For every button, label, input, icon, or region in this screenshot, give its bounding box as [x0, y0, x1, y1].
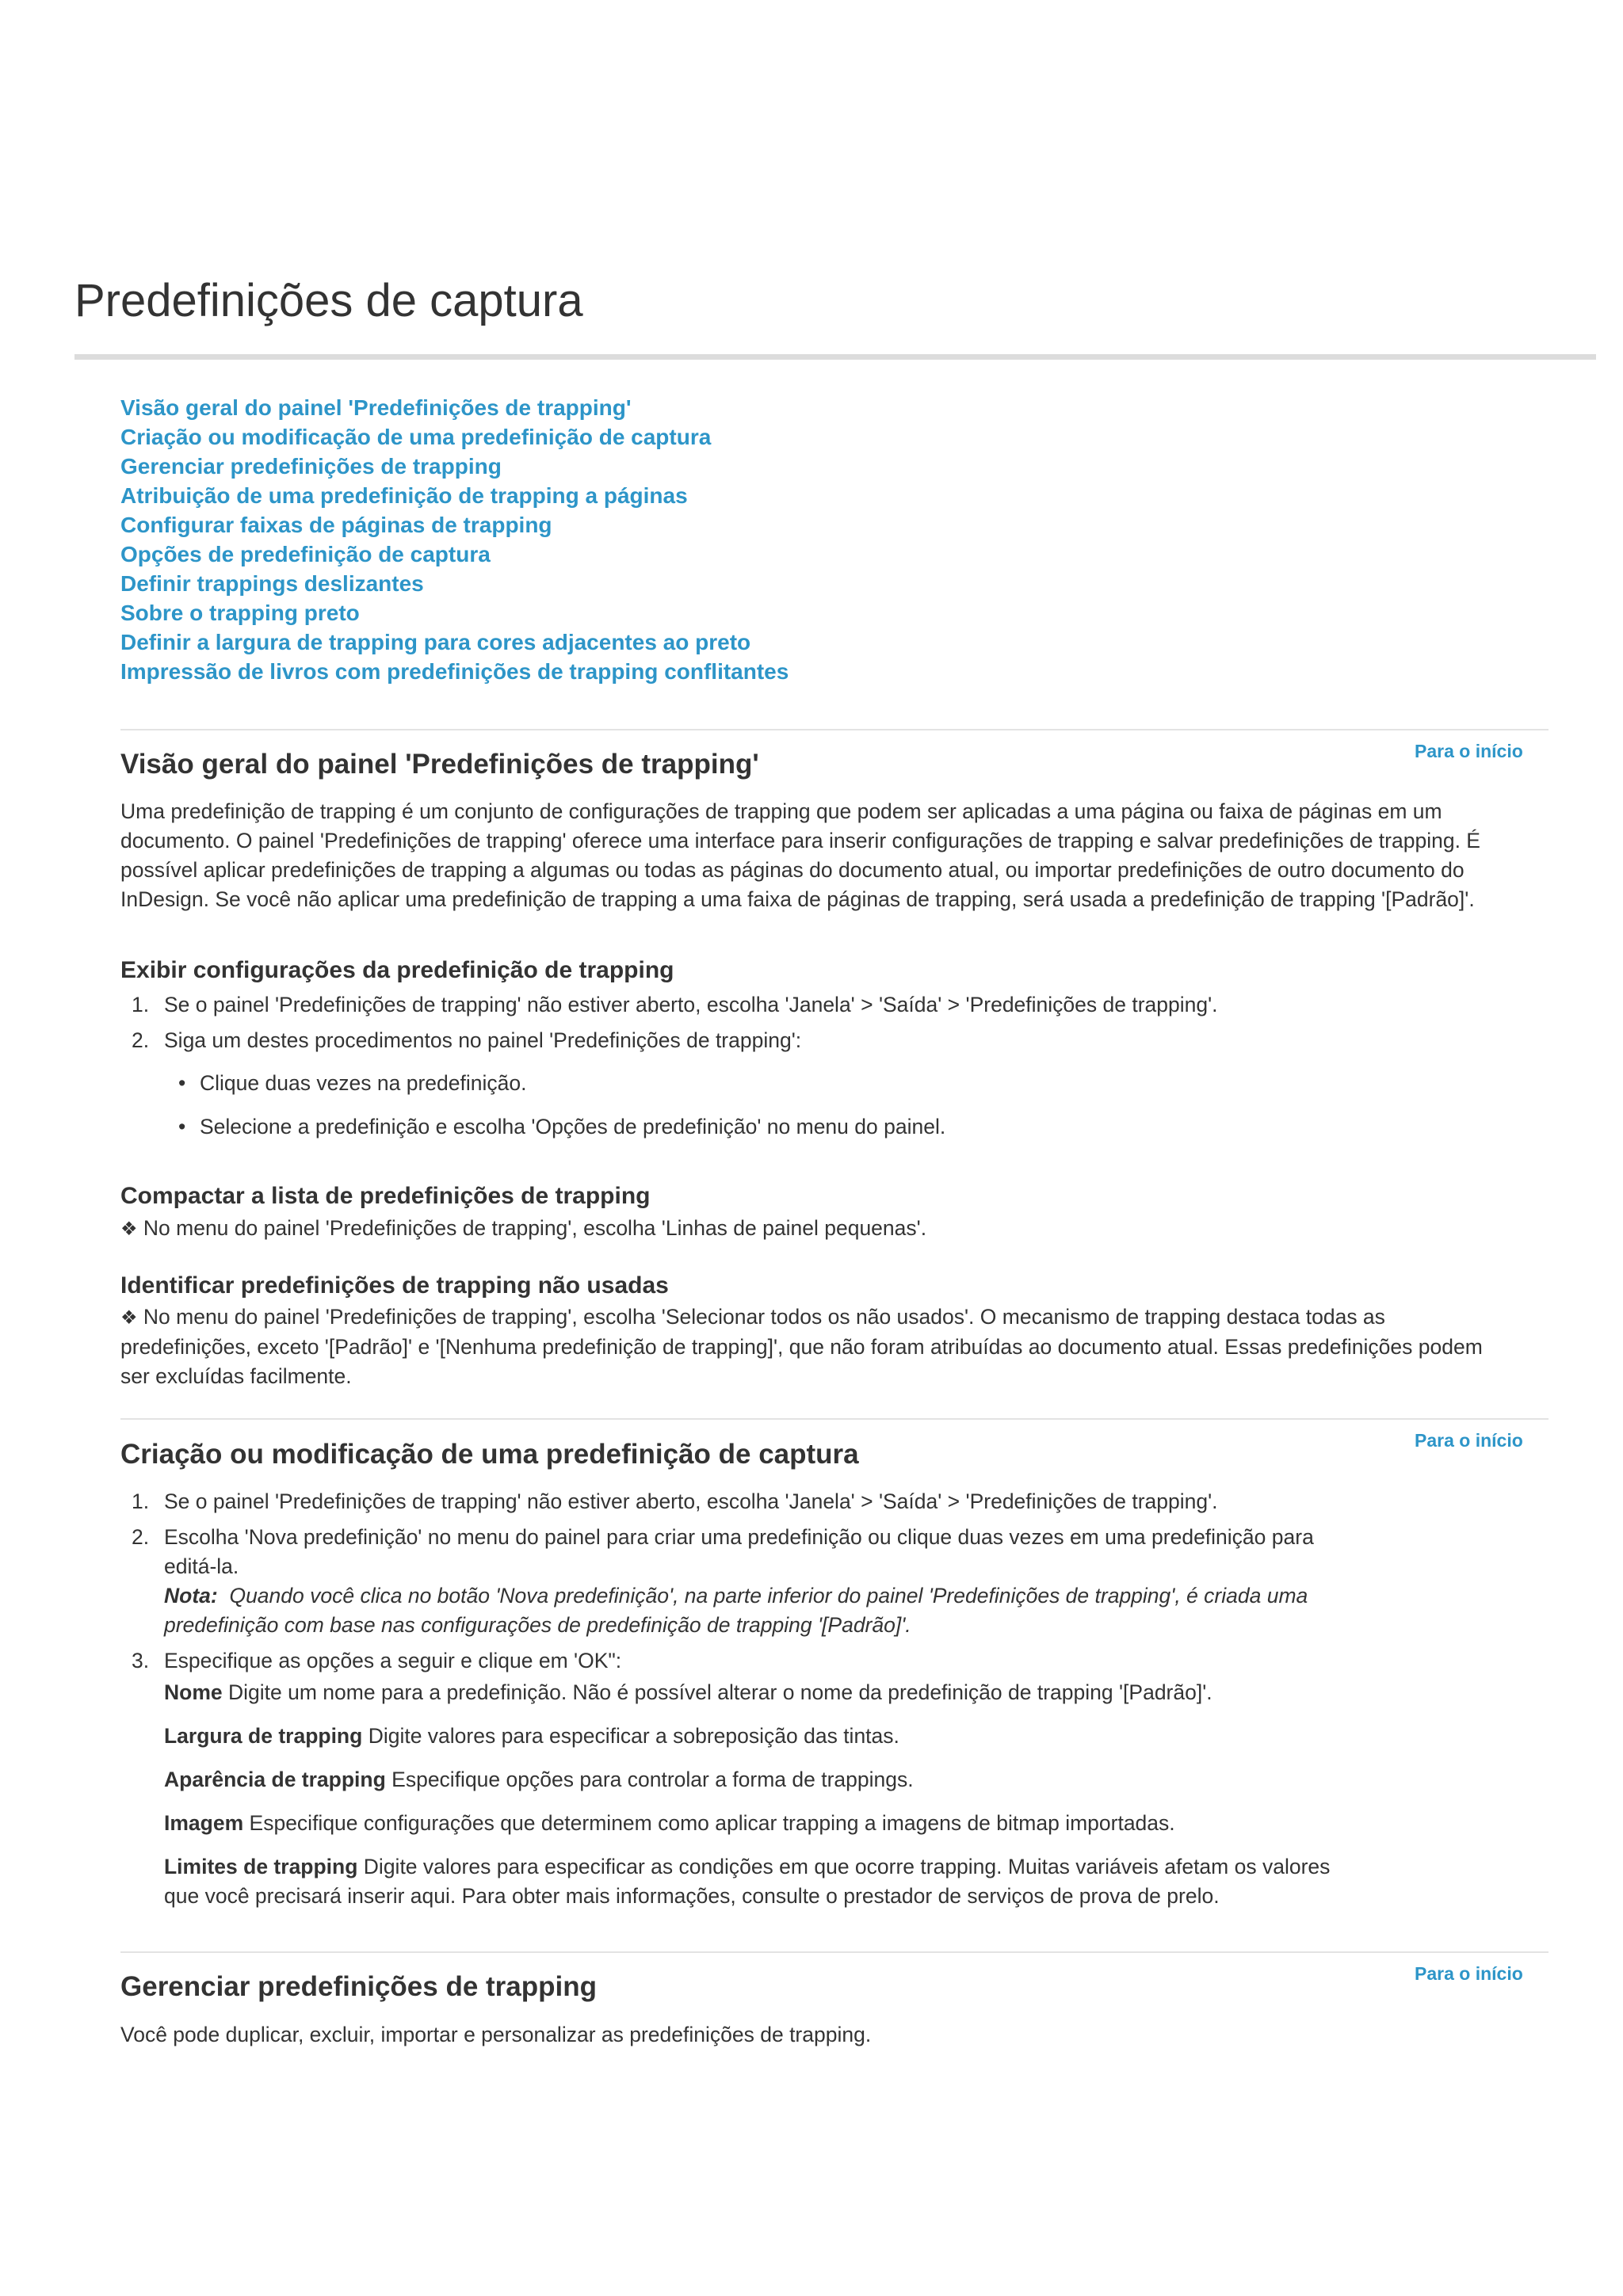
list-item [120, 1487, 1468, 1516]
step-number: 3. [132, 1649, 150, 1672]
diamond-bullet-icon: ❖ [120, 1307, 138, 1329]
toc-item [120, 481, 789, 510]
title-divider [74, 354, 1596, 360]
option-limites [164, 1852, 1400, 1911]
instruction-paragraph [120, 1214, 1550, 1244]
option-imagem [164, 1809, 1400, 1838]
step-number: 1. [132, 993, 150, 1016]
text-line: que você precisará inserir aqui. Para obter mais informações, consulte o prestador de serviços de prova de prelo. [164, 1884, 1220, 1908]
bullet-list [164, 1069, 1511, 1142]
step-number: 2. [132, 1028, 150, 1052]
subheading-identificar-nao-usadas: Identificar predefinições de trapping não usadas [120, 1272, 669, 1299]
option-text: Especifique configurações que determinem como aplicar trapping a imagens de bitmap importadas. [249, 1811, 1175, 1835]
option-term: Limites de trapping [164, 1855, 358, 1878]
option-term: Imagem [164, 1811, 244, 1835]
subheading-compactar-lista: Compactar a lista de predefinições de trapping [120, 1183, 651, 1209]
section-divider [120, 1951, 1549, 1953]
toc-item [120, 393, 789, 422]
step-text: Especifique as opções a seguir e clique em 'OK": [164, 1649, 622, 1672]
text-line: documento. O painel 'Predefinições de trapping' oferece uma interface para inserir configurações de trapping e salvar predefinições de trapping. É [120, 829, 1480, 852]
toc-item [120, 422, 789, 452]
toc-link-atribuicao[interactable]: Atribuição de uma predefinição de trapping a páginas [120, 483, 688, 508]
section-intro-paragraph [120, 797, 1550, 914]
text-line [120, 1302, 1550, 1333]
toc-link-trapping-preto[interactable]: Sobre o trapping preto [120, 601, 360, 625]
section-paragraph: Você pode duplicar, excluir, importar e personalizar as predefinições de trapping. [120, 2023, 872, 2046]
note-label: Nota: [164, 1584, 218, 1608]
text-line: Escolha 'Nova predefinição' no menu do painel para criar uma predefinição ou clique duas vezes em uma predefinição para [164, 1525, 1314, 1549]
list-item [164, 1069, 1511, 1098]
bullet-dot-icon: • [178, 1071, 186, 1095]
back-to-top-link[interactable]: Para o início [1415, 1430, 1523, 1451]
toc-link-visao-geral[interactable]: Visão geral do painel 'Predefinições de trapping' [120, 395, 632, 420]
toc-link-gerenciar[interactable]: Gerenciar predefinições de trapping [120, 454, 502, 479]
option-nome [164, 1678, 1400, 1707]
option-term: Aparência de trapping [164, 1768, 386, 1791]
option-text: Especifique opções para controlar a forma de trappings. [391, 1768, 914, 1791]
note-text: Quando você clica no botão 'Nova predefinição', na parte inferior do painel 'Predefinições de trapping', é criada uma [229, 1584, 1308, 1608]
page-title: Predefinições de captura [74, 275, 583, 326]
section-divider [120, 1418, 1549, 1420]
instruction-paragraph [120, 1302, 1550, 1391]
section-divider [120, 729, 1549, 730]
option-aparencia [164, 1765, 1400, 1794]
list-item [120, 1523, 1468, 1640]
text-line: editá-la. [164, 1554, 239, 1578]
option-term: Largura de trapping [164, 1724, 363, 1748]
section-heading-visao-geral: Visão geral do painel 'Predefinições de trapping' [120, 749, 759, 780]
option-text: Digite valores para especificar a sobreposição das tintas. [368, 1724, 899, 1748]
step-text: Siga um destes procedimentos no painel 'Predefinições de trapping': [164, 1028, 802, 1052]
note [164, 1581, 1468, 1611]
option-term: Nome [164, 1680, 223, 1704]
toc-link-deslizantes[interactable]: Definir trappings deslizantes [120, 571, 424, 596]
toc-link-criacao[interactable]: Criação ou modificação de uma predefinição de captura [120, 425, 712, 449]
section-heading-criacao: Criação ou modificação de uma predefinição de captura [120, 1439, 859, 1470]
list-item [120, 990, 1547, 1020]
steps-list [120, 1487, 1468, 1676]
back-to-top-link[interactable]: Para o início [1415, 1963, 1523, 1984]
step-text: Se o painel 'Predefinições de trapping' não estiver aberto, escolha 'Janela' > 'Saída' > 'Predefinições de trapping'. [164, 993, 1218, 1016]
toc-link-largura-preto[interactable]: Definir a largura de trapping para cores adjacentes ao preto [120, 630, 751, 654]
toc-item [120, 452, 789, 481]
text-line: Uma predefinição de trapping é um conjunto de configurações de trapping que podem ser aplicadas a uma página ou faixa de páginas em um [120, 799, 1442, 823]
list-item [120, 1026, 1547, 1055]
list-item [120, 1646, 1468, 1676]
toc-item [120, 657, 789, 686]
bullet-text: Selecione a predefinição e escolha 'Opções de predefinição' no menu do painel. [200, 1115, 946, 1138]
option-text: Digite valores para especificar as condições em que ocorre trapping. Muitas variáveis afetam os valores [363, 1855, 1331, 1878]
option-largura [164, 1722, 1400, 1751]
list-item [164, 1112, 1511, 1142]
step-number: 1. [132, 1489, 150, 1513]
instruction-text: No menu do painel 'Predefinições de trapping', escolha 'Selecionar todos os não usados'. O mecanismo de trapping destaca todas as [143, 1305, 1385, 1329]
steps-list [120, 990, 1547, 1055]
text-line [164, 1852, 1400, 1882]
toc-item [120, 627, 789, 657]
text-line: InDesign. Se você não aplicar uma predefinição de trapping a uma faixa de páginas de trapping, será usada a predefinição de trapping '[Padrão]'. [120, 887, 1475, 911]
text-line: predefinições, exceto '[Padrão]' e '[Nenhuma predefinição de trapping]', que não foram atribuídas ao documento atual. Essas predefinições podem [120, 1335, 1483, 1359]
subheading-exibir-configuracoes: Exibir configurações da predefinição de trapping [120, 957, 674, 983]
text-line: possível aplicar predefinições de trapping a algumas ou todas as páginas do documento atual, ou importar predefinições de outro documento do [120, 858, 1465, 882]
text-line: predefinição com base nas configurações de predefinição de trapping '[Padrão]'. [164, 1613, 911, 1637]
step-text: Se o painel 'Predefinições de trapping' não estiver aberto, escolha 'Janela' > 'Saída' > 'Predefinições de trapping'. [164, 1489, 1218, 1513]
toc-item [120, 510, 789, 540]
toc-link-faixas[interactable]: Configurar faixas de páginas de trapping [120, 513, 552, 537]
back-to-top-link[interactable]: Para o início [1415, 741, 1523, 761]
diamond-bullet-icon: ❖ [120, 1219, 138, 1240]
table-of-contents [120, 393, 789, 686]
option-text: Digite um nome para a predefinição. Não é possível alterar o nome da predefinição de trapping '[Padrão]'. [228, 1680, 1212, 1704]
bullet-dot-icon: • [178, 1115, 186, 1138]
instruction-text: No menu do painel 'Predefinições de trapping', escolha 'Linhas de painel pequenas'. [143, 1216, 927, 1240]
toc-item [120, 569, 789, 598]
toc-item [120, 598, 789, 627]
text-line: ser excluídas facilmente. [120, 1364, 352, 1388]
step-number: 2. [132, 1525, 150, 1549]
bullet-text: Clique duas vezes na predefinição. [200, 1071, 527, 1095]
toc-link-impressao-livros[interactable]: Impressão de livros com predefinições de trapping conflitantes [120, 659, 789, 684]
toc-link-opcoes[interactable]: Opções de predefinição de captura [120, 542, 491, 566]
section-heading-gerenciar: Gerenciar predefinições de trapping [120, 1971, 597, 2002]
toc-item [120, 540, 789, 569]
